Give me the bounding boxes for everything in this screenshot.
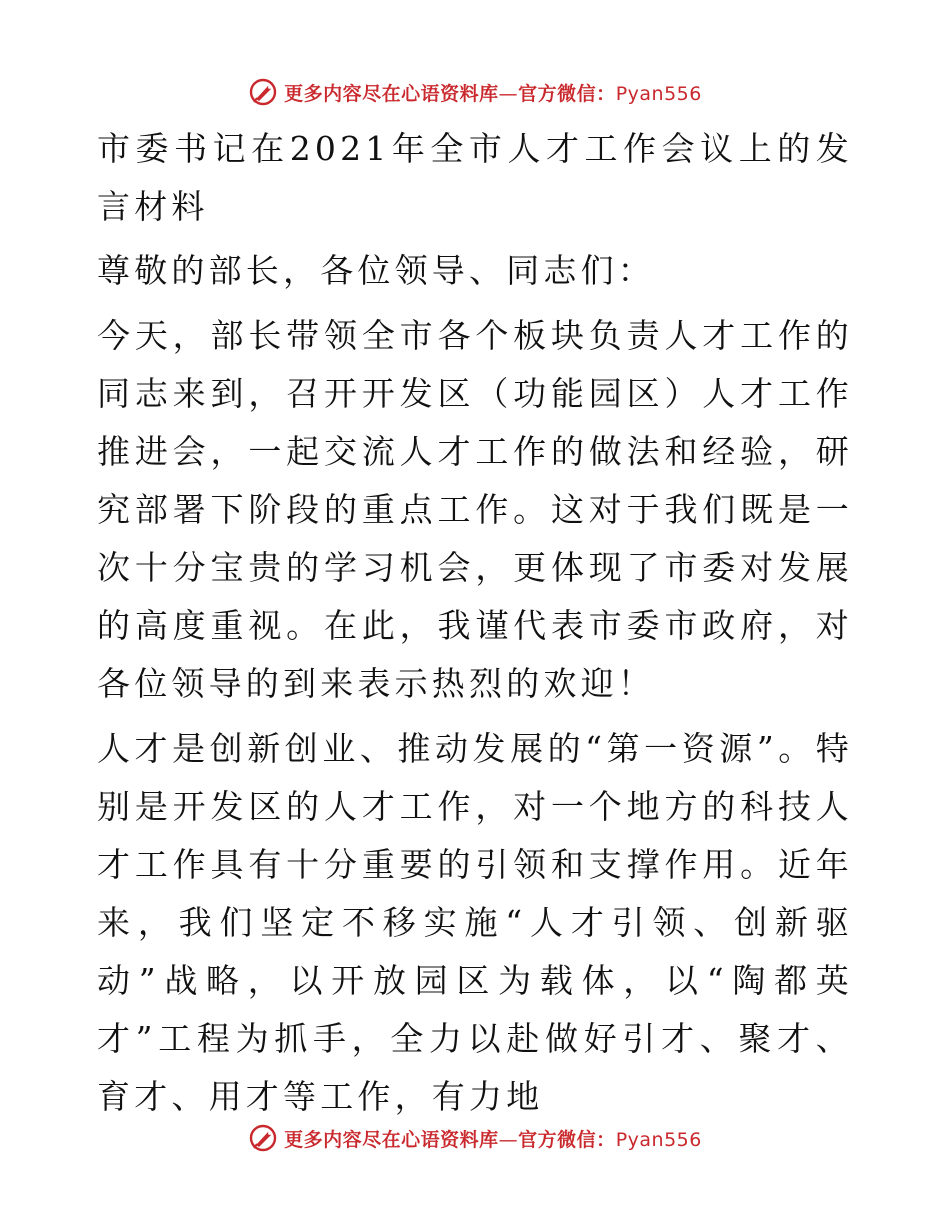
banner-separator: — [498,82,519,105]
banner-wechat-label: 官方微信： [518,1128,616,1151]
banner-wechat-id: Pyan556 [615,1128,702,1151]
header-banner-text [284,79,702,106]
quill-pen-logo-icon [248,1123,278,1153]
document-paragraph-1: 今天，部长带领全市各个板块负责人才工作的同志来到，召开开发区（功能园区）人才工作推进会，一起交流人才工作的做法和经验，研究部署下阶段的重点工作。这对于我们既是一次十分宝贵的学习机会，更体现了市委对发展的高度重视。在此，我谨代表市委市政府，对各位领导的到来表示热烈的欢迎！ [97,316,853,703]
document-salutation: 尊敬的部长，各位领导、同志们： [97,251,655,290]
banner-separator: — [498,1128,519,1151]
banner-site-name: 更多内容尽在心语资料库 [284,1128,499,1151]
header-banner [0,72,950,112]
document-body [97,120,853,1133]
footer-banner [0,1118,950,1158]
banner-wechat-id: Pyan556 [615,82,702,105]
banner-site-name: 更多内容尽在心语资料库 [284,82,499,105]
document-title: 市委书记在2021年全市人才工作会议上的发言材料 [97,129,853,226]
footer-banner-text [284,1125,702,1152]
banner-wechat-label: 官方微信： [518,82,616,105]
quill-pen-logo-icon [248,77,278,107]
document-paragraph-2: 人才是创新创业、推动发展的“第一资源”。特别是开发区的人才工作，对一个地方的科技人才工作具有十分重要的引领和支撑作用。近年来，我们坚定不移实施“人才引领、创新驱动”战略，以开放园区为载体，以“陶都英才”工程为抓手，全力以赴做好引才、聚才、育才、用才等工作，有力地 [97,729,853,1116]
